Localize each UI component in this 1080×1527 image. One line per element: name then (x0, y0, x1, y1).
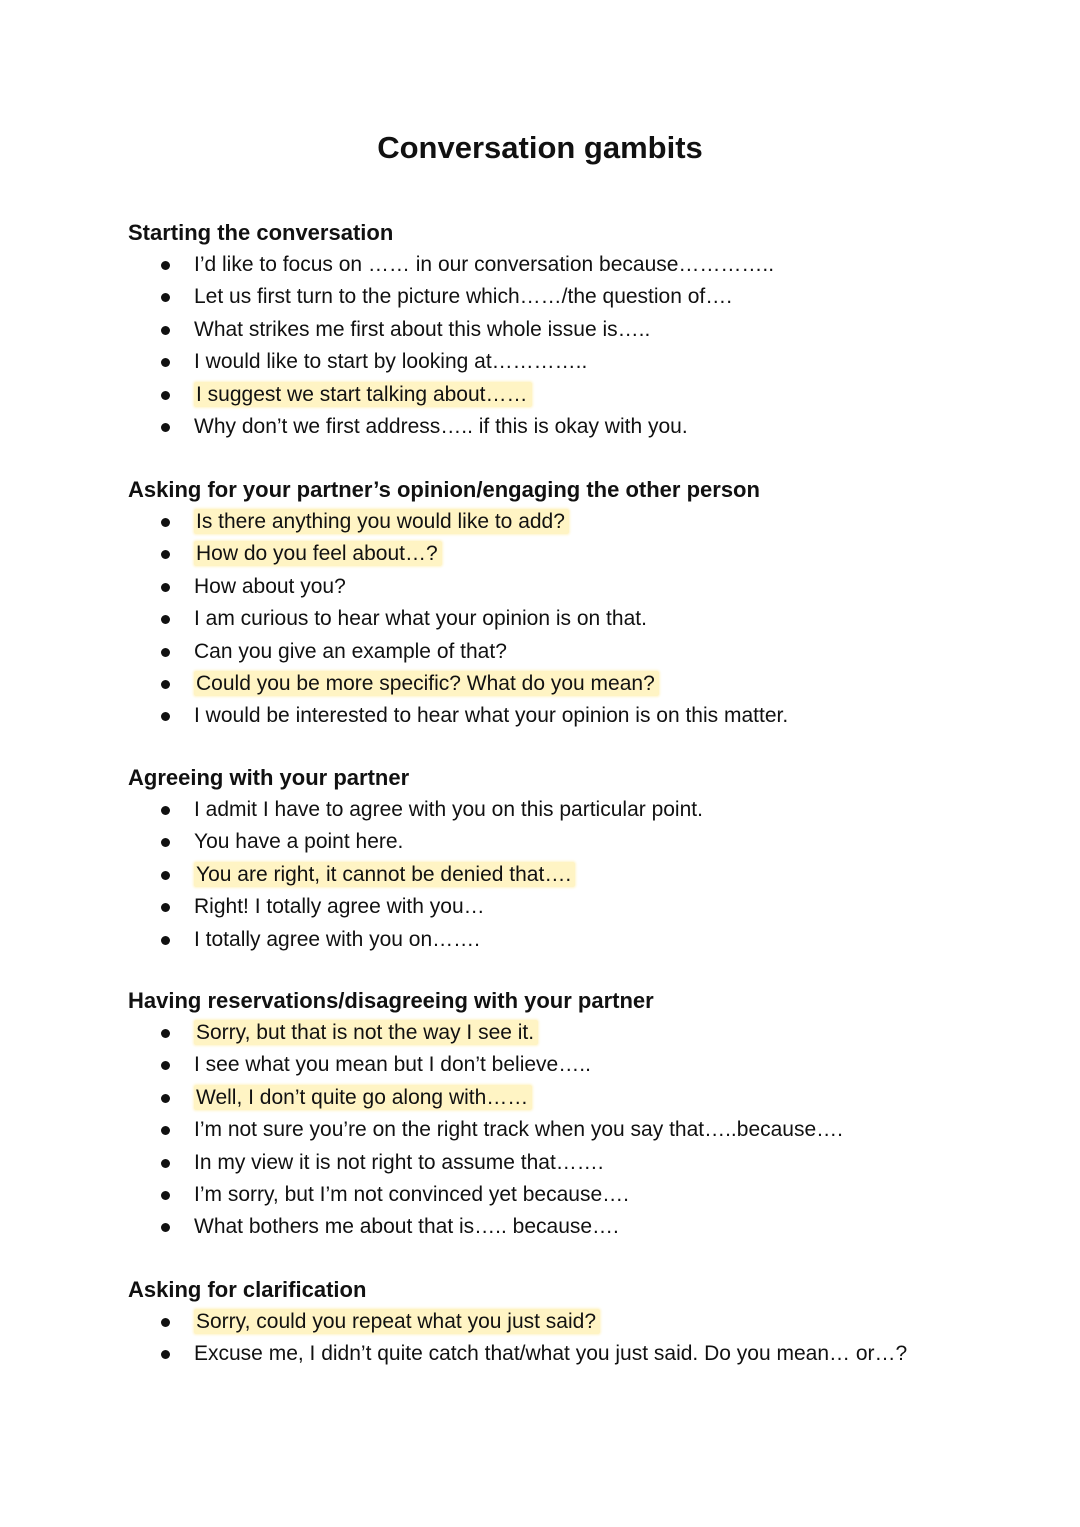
bullet-icon (161, 293, 170, 302)
list-item (128, 571, 1008, 603)
list-item (128, 538, 1008, 570)
section-clarification (128, 1274, 1008, 1371)
item-text: Well, I don’t quite go along with…… (194, 1085, 532, 1110)
list-item (128, 1306, 1008, 1338)
item-text: Could you be more specific? What do you mean? (194, 671, 659, 696)
list-item (128, 1049, 1008, 1081)
list-item (128, 281, 1008, 313)
item-text: I’m not sure you’re on the right track when you say that…..because…. (194, 1118, 843, 1142)
item-text: Why don’t we first address….. if this is okay with you. (194, 415, 688, 439)
gambit-list (128, 506, 1008, 733)
list-item (128, 700, 1008, 732)
bullet-icon (161, 871, 170, 880)
item-text: Can you give an example of that? (194, 639, 507, 663)
item-text: Is there anything you would like to add? (194, 509, 569, 534)
section-heading: Starting the conversation (128, 220, 394, 245)
list-item (128, 794, 1008, 826)
bullet-icon (161, 1159, 170, 1168)
bullet-icon (161, 583, 170, 592)
bullet-icon (161, 1350, 170, 1359)
bullet-icon (161, 615, 170, 624)
list-item (128, 1114, 1008, 1146)
bullet-icon (161, 1191, 170, 1200)
list-item (128, 1082, 1008, 1114)
list-item (128, 314, 1008, 346)
section-asking-opinion (128, 474, 1008, 733)
item-text: You have a point here. (194, 830, 404, 854)
bullet-icon (161, 903, 170, 912)
bullet-icon (161, 712, 170, 721)
bullet-icon (161, 1126, 170, 1135)
bullet-icon (161, 648, 170, 657)
item-text: In my view it is not right to assume that……. (194, 1150, 604, 1174)
item-text: I admit I have to agree with you on this particular point. (194, 798, 703, 821)
list-item (128, 1211, 1008, 1243)
item-text: What strikes me first about this whole issue is….. (194, 317, 651, 341)
item-text: Excuse me, I didn’t quite catch that/what you just said. Do you mean… or…? (194, 1342, 908, 1366)
bullet-icon (161, 423, 170, 432)
item-text: I would be interested to hear what your opinion is on this matter. (194, 704, 789, 728)
list-item (128, 891, 1008, 923)
item-text: What bothers me about that is….. because…. (194, 1215, 619, 1239)
gambit-list (128, 1306, 1008, 1371)
list-item (128, 1147, 1008, 1179)
list-item (128, 1338, 934, 1370)
bullet-icon (161, 936, 170, 945)
item-text: I totally agree with you on……. (194, 927, 480, 951)
section-heading: Asking for your partner’s opinion/engaging the other person (128, 477, 760, 502)
bullet-icon (161, 838, 170, 847)
section-agreeing (128, 762, 1008, 956)
item-text: Let us first turn to the picture which……/the question of…. (194, 285, 733, 309)
gambit-list (128, 249, 1008, 443)
item-text: I see what you mean but I don’t believe….. (194, 1053, 591, 1077)
bullet-icon (161, 806, 170, 815)
item-text: I suggest we start talking about…… (194, 382, 532, 407)
list-item (128, 1179, 1008, 1211)
bullet-icon (161, 326, 170, 335)
bullet-icon (161, 1094, 170, 1103)
gambit-list (128, 794, 1008, 956)
item-text: Right! I totally agree with you… (194, 895, 485, 919)
section-heading: Asking for clarification (128, 1277, 367, 1302)
list-item (128, 826, 1008, 858)
bullet-icon (161, 1029, 170, 1038)
bullet-icon (161, 261, 170, 270)
bullet-icon (161, 518, 170, 527)
section-disagreeing (128, 985, 1008, 1244)
item-text: Sorry, could you repeat what you just said? (194, 1309, 600, 1334)
list-item (128, 249, 1008, 281)
gambit-list (128, 1017, 1008, 1244)
bullet-icon (161, 358, 170, 367)
item-text: You are right, it cannot be denied that…. (194, 862, 575, 887)
list-item (128, 859, 1008, 891)
bullet-icon (161, 680, 170, 689)
page-title: Conversation gambits (377, 130, 703, 165)
list-item (128, 924, 1008, 956)
list-item (128, 506, 1008, 538)
list-item (128, 1017, 1008, 1049)
item-text: How do you feel about…? (194, 541, 442, 566)
list-item (128, 379, 1008, 411)
list-item (128, 668, 1008, 700)
bullet-icon (161, 550, 170, 559)
section-heading: Having reservations/disagreeing with your partner (128, 988, 654, 1013)
item-text: I’m sorry, but I’m not convinced yet because…. (194, 1183, 629, 1207)
section-starting-conversation (128, 217, 1008, 443)
item-text: How about you? (194, 574, 346, 598)
bullet-icon (161, 1318, 170, 1327)
item-text: I’d like to focus on …… in our conversation because………….. (194, 253, 775, 276)
item-text: Sorry, but that is not the way I see it. (194, 1020, 538, 1045)
item-text: I am curious to hear what your opinion is on that. (194, 607, 647, 631)
list-item (128, 636, 1008, 668)
bullet-icon (161, 391, 170, 400)
item-text: I would like to start by looking at………….. (194, 350, 588, 374)
list-item (128, 346, 1008, 378)
list-item (128, 411, 1008, 443)
bullet-icon (161, 1061, 170, 1070)
list-item (128, 603, 1008, 635)
bullet-icon (161, 1223, 170, 1232)
section-heading: Agreeing with your partner (128, 765, 410, 790)
